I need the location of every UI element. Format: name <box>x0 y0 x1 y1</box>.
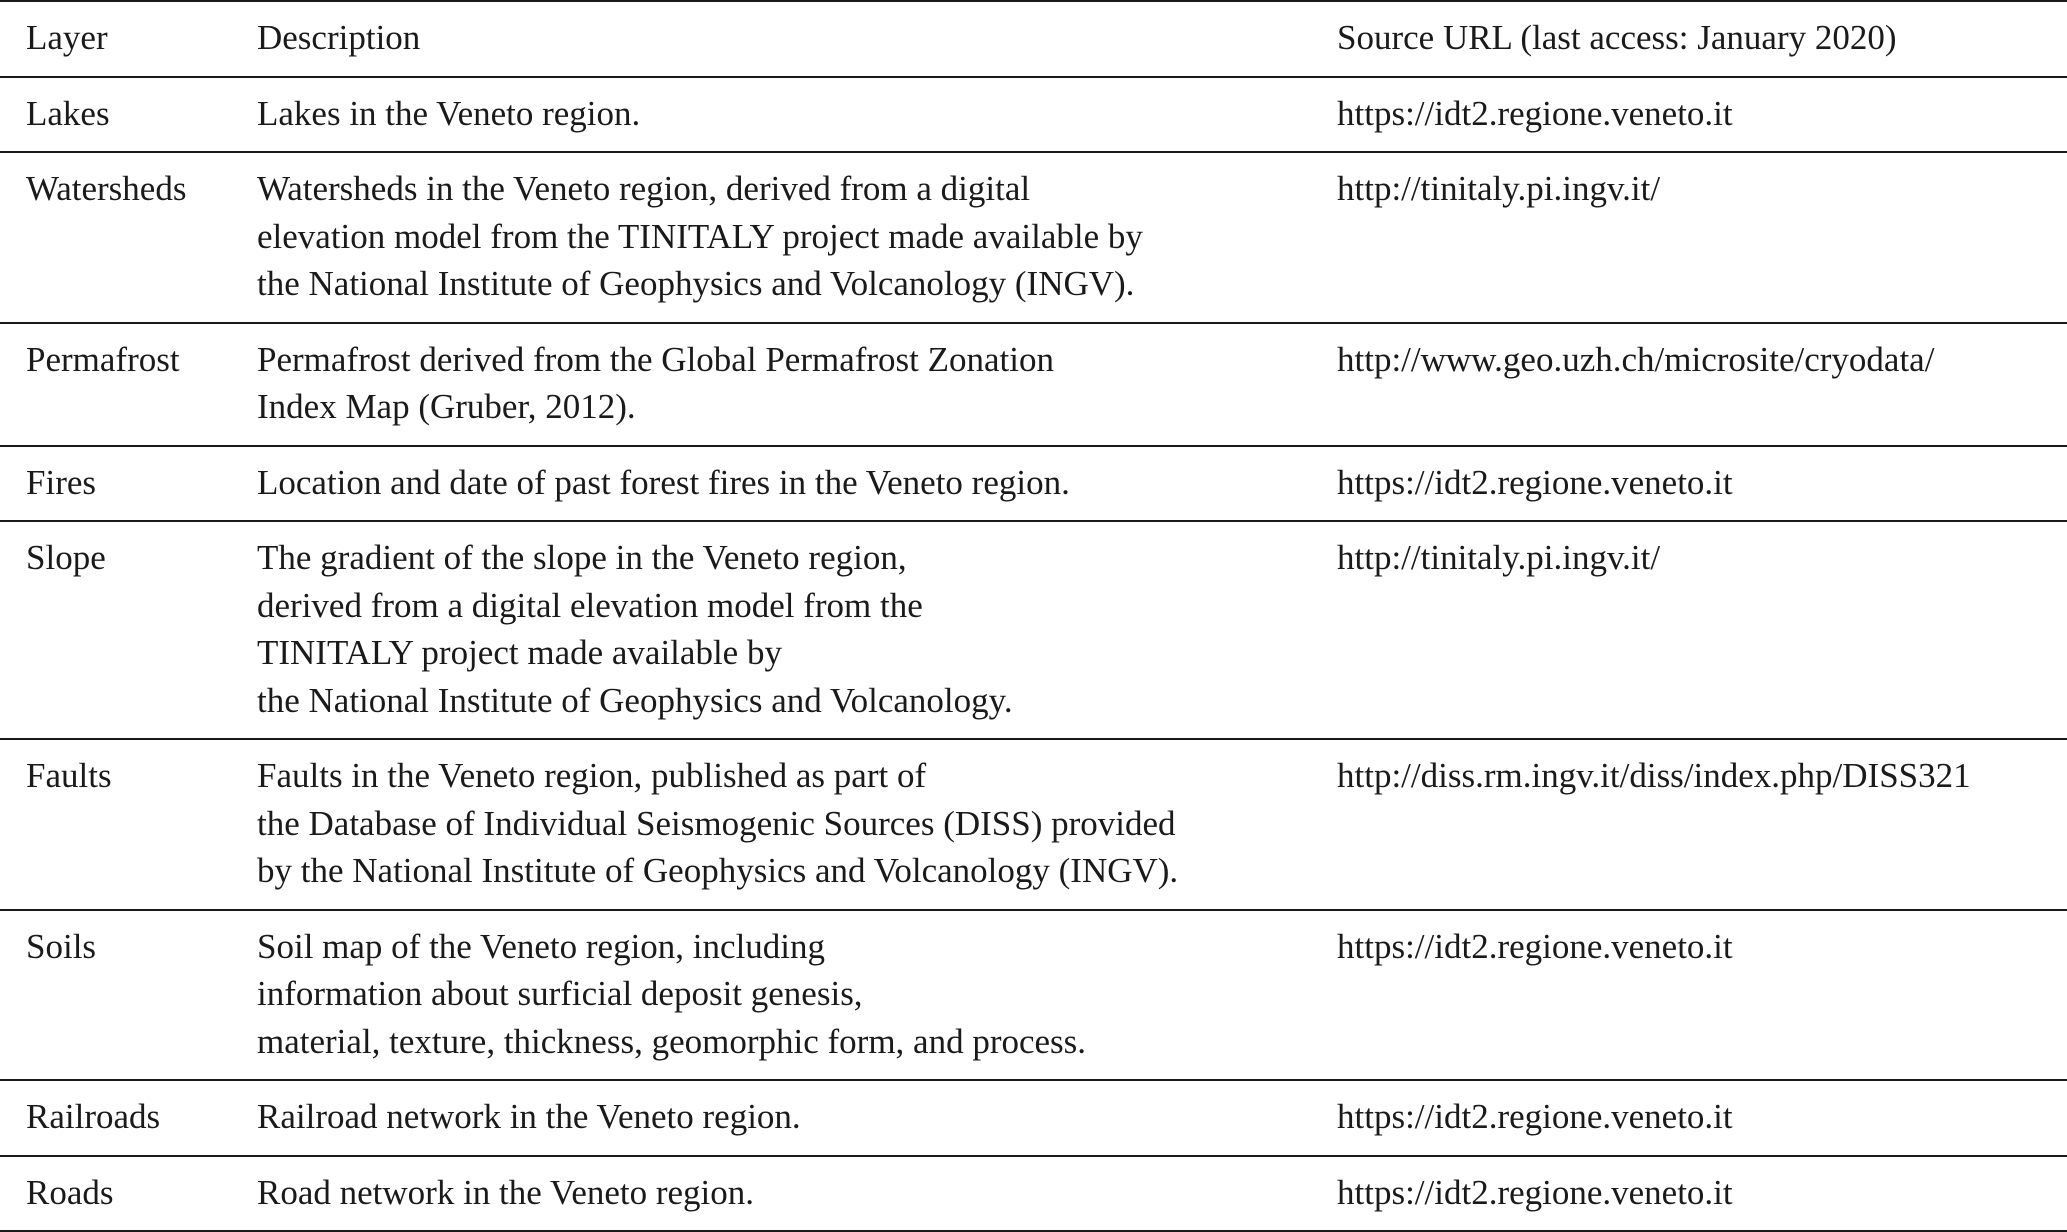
cell-layer: Watersheds <box>26 169 187 208</box>
cell-source-url: http://tinitaly.pi.ingv.it/ <box>1337 169 1661 208</box>
cell-description: Faults in the Veneto region, published as part of the Database of Individual Seismogenic Sources (DISS) provided by the National Institute of Geophysics and Volcanology (INGV). <box>257 756 1179 890</box>
cell-source-url: http://diss.rm.ingv.it/diss/index.php/DISS321 <box>1337 756 1971 795</box>
cell-source-url: http://tinitaly.pi.ingv.it/ <box>1337 538 1661 577</box>
cell-source-url: https://idt2.regione.veneto.it <box>1337 93 1733 133</box>
cell-source-url: https://idt2.regione.veneto.it <box>1337 1172 1733 1212</box>
cell-source-url: http://www.geo.uzh.ch/microsite/cryodata/ <box>1337 339 1935 379</box>
table-row <box>0 910 2067 1081</box>
header-layer: Layer <box>26 18 108 57</box>
cell-description: Road network in the Veneto region. <box>257 1172 755 1212</box>
cell-source-url: https://idt2.regione.veneto.it <box>1337 462 1733 502</box>
cell-description: Permafrost derived from the Global Permafrost Zonation Index Map (Gruber, 2012). <box>257 339 1055 426</box>
cell-description: The gradient of the slope in the Veneto region, derived from a digital elevation model from the TINITALY project made available by the National Institute of Geophysics and Volcanology. <box>257 538 1013 720</box>
table-row <box>0 739 2067 910</box>
table-row <box>0 323 2067 446</box>
cell-description: Location and date of past forest fires in the Veneto region. <box>257 462 1070 502</box>
cell-layer: Railroads <box>26 1097 161 1136</box>
cell-description: Railroad network in the Veneto region. <box>257 1097 801 1136</box>
cell-layer: Roads <box>26 1172 114 1212</box>
cell-description: Soil map of the Veneto region, including information about surficial deposit genesis, material, texture, thickness, geomorphic form, and process. <box>257 926 1087 1061</box>
cell-description: Watersheds in the Veneto region, derived from a digital elevation model from the TINITALY project made available by the National Institute of Geophysics and Volcanology (INGV). <box>257 169 1143 303</box>
table-row <box>0 1080 2067 1156</box>
table-row <box>0 77 2067 153</box>
header-row <box>0 1 2067 77</box>
header-description: Description <box>257 18 421 57</box>
table-header <box>0 1 2067 77</box>
cell-layer: Lakes <box>26 93 110 133</box>
table-body <box>0 77 2067 1232</box>
cell-description: Lakes in the Veneto region. <box>257 93 641 133</box>
table-row <box>0 152 2067 323</box>
cell-source-url: https://idt2.regione.veneto.it <box>1337 926 1733 966</box>
cell-layer: Fires <box>26 462 96 502</box>
cell-layer: Faults <box>26 756 112 795</box>
cell-layer: Permafrost <box>26 339 180 379</box>
cell-source-url: https://idt2.regione.veneto.it <box>1337 1097 1733 1136</box>
table-row <box>0 446 2067 522</box>
cell-layer: Soils <box>26 926 97 966</box>
table-row <box>0 521 2067 739</box>
cell-layer: Slope <box>26 538 106 577</box>
header-source-url: Source URL (last access: January 2020) <box>1337 18 1897 57</box>
